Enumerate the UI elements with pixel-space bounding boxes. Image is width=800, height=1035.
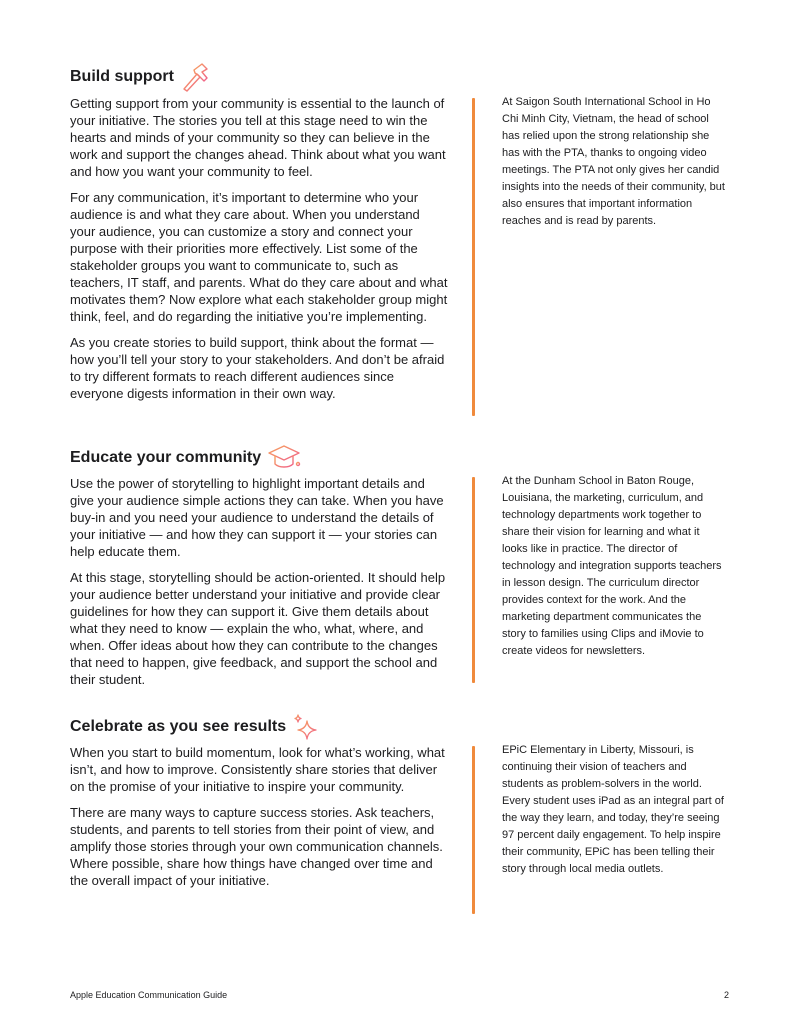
body-paragraph: As you create stories to build support, think about the format — how you’ll tell your story to your stakeholders. And don’t be afraid to try different formats to reach different audiences since everyone digests information in their own way. bbox=[70, 335, 445, 401]
graduation-cap-icon bbox=[267, 443, 301, 473]
sidebar-story: At the Dunham School in Baton Rouge, Louisiana, the marketing, curriculum, and technology departments work together to share their vision for learning and what it looks like in practice. The director of technology and integration supports teachers in lesson design. The curriculum director provides context for the work. And the marketing department communicates the story to families using Clips and iMovie to create videos for newsletters. bbox=[502, 475, 722, 657]
sparkles-icon bbox=[292, 712, 320, 742]
sidebar-story: At Saigon South International School in Ho Chi Minh City, Vietnam, the head of school has relied upon the strong relationship she has with the PTA, thanks to ongoing video meetings. The PTA not only gives her candid insights into the needs of their community, but also ensures that important information reaches and is read by parents. bbox=[502, 96, 725, 227]
footer-doc-title: Apple Education Communication Guide bbox=[70, 990, 228, 1000]
section-heading-row bbox=[70, 62, 212, 92]
section-celebrate-results bbox=[70, 712, 730, 912]
section-build-support bbox=[70, 62, 730, 422]
hammer-icon bbox=[180, 62, 212, 92]
section-heading-row bbox=[70, 712, 320, 742]
body-paragraph: There are many ways to capture success stories. Ask teachers, students, and parents to tell stories from their point of view, and amplify those stories through your own communication channels. Where possible, share how things have changed over time and the overall impact of your initiative. bbox=[70, 805, 443, 888]
body-paragraph: When you start to build momentum, look for what’s working, what isn’t, and how to improve. Consistently share stories that deliver on the promise of your initiative to inspire your community. bbox=[70, 745, 445, 794]
accent-bar bbox=[472, 98, 475, 416]
body-paragraph: At this stage, storytelling should be action-oriented. It should help your audience better understand your initiative and provide clear guidelines for how they can support it. Give them details about what they need to know — explain the who, what, where, and when. Offer ideas about how they can contribute to the changes that need to happen, give feedback, and support the school and their student. bbox=[70, 570, 446, 687]
section-educate-community bbox=[70, 443, 730, 693]
section-body bbox=[70, 744, 448, 898]
footer-page-number: 2 bbox=[723, 990, 729, 1000]
section-body bbox=[70, 475, 448, 697]
body-paragraph: Getting support from your community is essential to the launch of your initiative. The stories you tell at this stage need to win the hearts and minds of your community so they can believe in the work and support the changes ahead. Think about what you want and how you want your community to feel. bbox=[70, 96, 446, 179]
body-paragraph: For any communication, it’s important to determine who your audience is and what they care about. When you understand your audience, you can customize a story and connect your purpose with their priorities more effectively. List some of the stakeholder groups you want to communicate to, such as teachers, IT staff, and parents. What do they care about and what motivates them? Now explore what each stakeholder group might think, feel, and do regarding the initiative you’re implementing. bbox=[70, 190, 448, 324]
section-body bbox=[70, 95, 448, 411]
body-paragraph: Use the power of storytelling to highlight important details and give your audience simple actions they can take. When you have buy-in and you need your audience to understand the details of your initiative — and how they can support it — your stories can help educate them. bbox=[70, 476, 444, 559]
accent-bar bbox=[472, 746, 475, 914]
sidebar-story: EPiC Elementary in Liberty, Missouri, is continuing their vision of teachers and students as problem-solvers in the world. Every student uses iPad as an integral part of the way they learn, and today, they’re seeing 97 percent daily engagement. To help inspire their community, EPiC has been telling their story through local media outlets. bbox=[502, 744, 724, 875]
section-title: Build support bbox=[70, 68, 174, 85]
accent-bar bbox=[472, 477, 475, 683]
section-title: Celebrate as you see results bbox=[70, 718, 287, 735]
section-heading-row bbox=[70, 443, 301, 473]
section-title: Educate your community bbox=[70, 449, 262, 466]
